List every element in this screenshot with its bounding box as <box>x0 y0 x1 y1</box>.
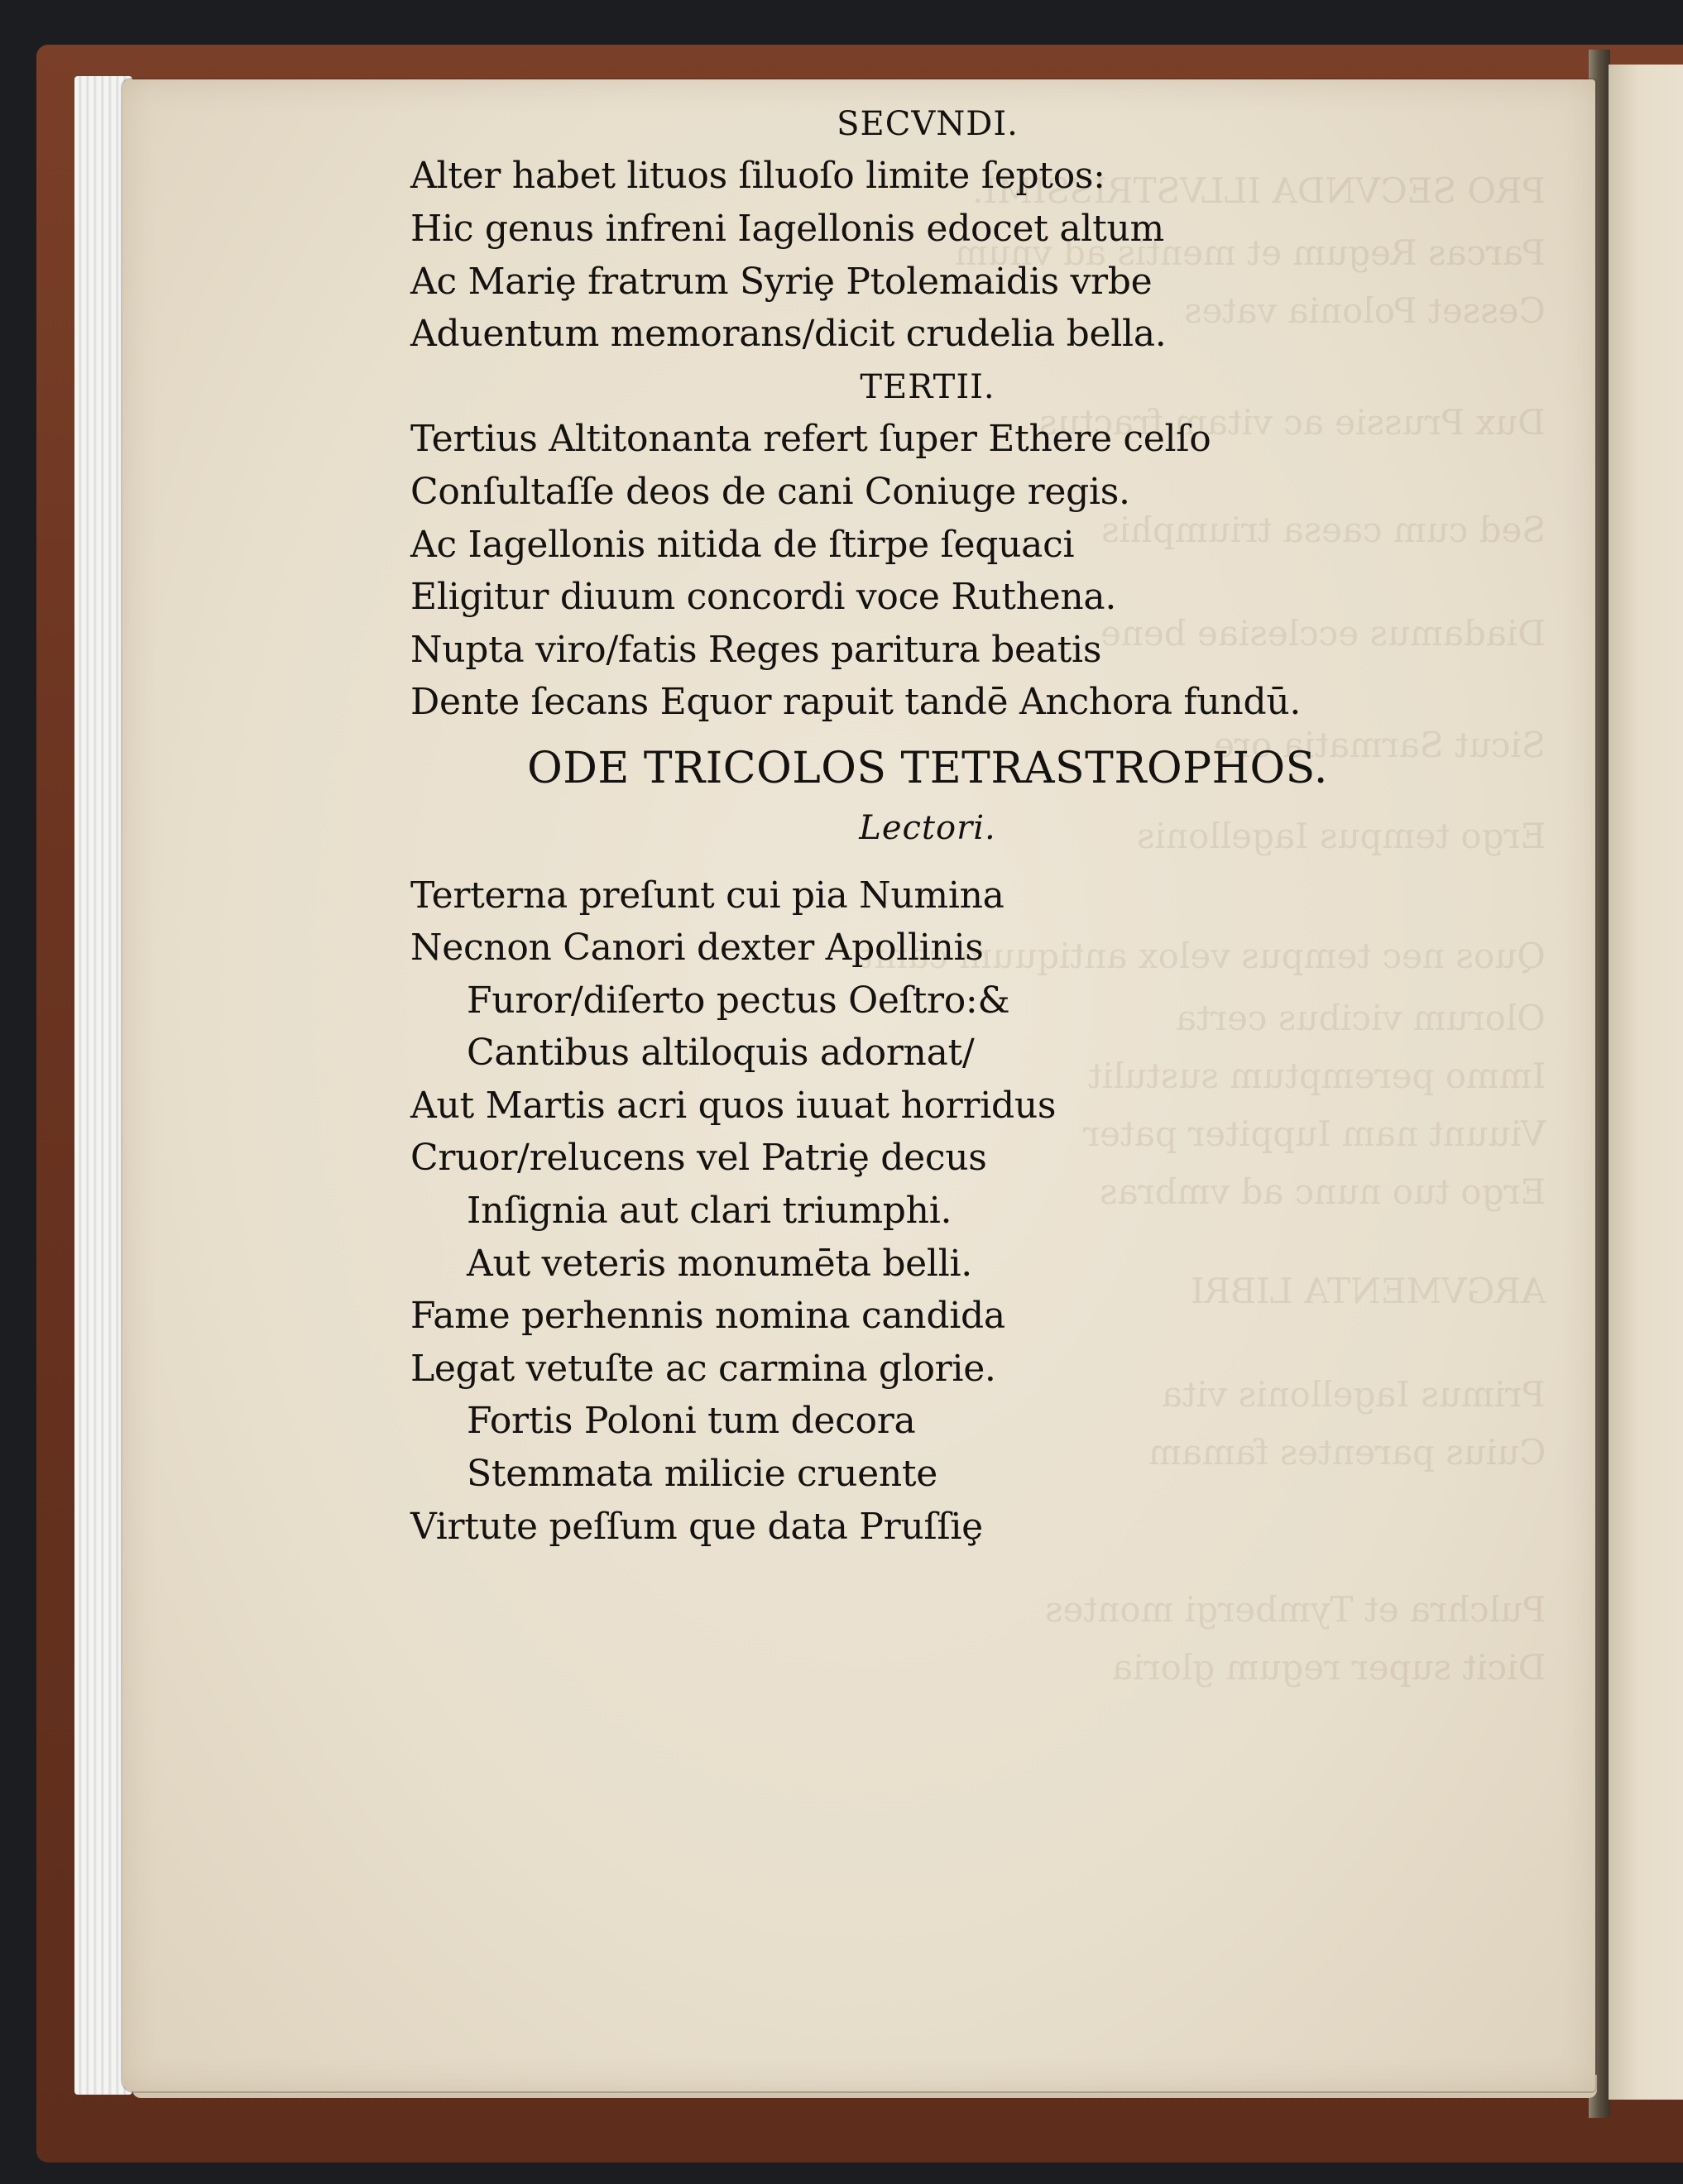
show-through-line: Primus Iagellonis vita <box>1162 1374 1546 1415</box>
ode-line: Cruor/relucens vel Patriȩ decus <box>410 1137 987 1180</box>
ode-line: Aut veteris monumēta belli. <box>467 1242 972 1285</box>
verse-line: Ac Mariȩ fratrum Syriȩ Ptolemaidis vrbe <box>410 260 1153 303</box>
verse-line: Conſultaſſe deos de cani Coniuge regis. <box>410 470 1130 513</box>
show-through-line: Parcas Regum et mentis ad vnum <box>955 232 1546 273</box>
show-through-line: Sicut Sarmatia ore <box>1214 725 1546 765</box>
ode-line: Furor/diſerto pectus Oeſtro:& <box>467 979 1010 1022</box>
show-through-line: Ergo tuo nunc ad vmbras <box>1099 1171 1546 1212</box>
ode-line: Legat vetuſte ac carmina glorie. <box>410 1347 996 1390</box>
ode-title: ODE TRICOLOS TETRASTROPHOS. <box>527 744 1328 794</box>
section-heading: TERTII. <box>860 367 995 406</box>
ode-line: Inſignia aut clari triumphi. <box>467 1190 952 1233</box>
ode-line: Fame perhennis nomina candida <box>410 1295 1005 1338</box>
show-through-line: Cuius parentes famam <box>1148 1432 1546 1473</box>
ode-line: Virtute peſſum que data Pruſſiȩ <box>410 1505 983 1548</box>
show-through-line: Ergo tempus Iagellonis <box>1136 816 1546 856</box>
facing-page-edge <box>1609 65 1683 2100</box>
show-through-line: Cesset Polonia vates <box>1184 290 1546 331</box>
show-through-line: Quos nec tempus velox antiquum canit <box>861 936 1546 976</box>
verse-line: Ac Iagellonis nitida de ſtirpe ſequaci <box>410 523 1075 566</box>
show-through-line: Dicit super regum gloria <box>1111 1647 1546 1688</box>
ode-line: Terterna preſunt cui pia Numina <box>410 874 1005 917</box>
show-through-line: Sed cum caesa triumphis <box>1100 510 1546 550</box>
show-through-line: Viuunt nam Iuppiter pater <box>1082 1114 1546 1154</box>
verse-line: Alter habet lituos ſiluoſo limite ſeptos: <box>410 155 1105 198</box>
show-through-line: PRO SECVNDA ILLVSTRISSIMI. <box>972 170 1546 211</box>
ode-line: Stemmata milicie cruente <box>467 1453 938 1496</box>
verse-line: Nupta viro/fatis Reges paritura beatis <box>410 628 1102 671</box>
verse-line: Tertius Altitonanta refert ſuper Ethere celſo <box>410 418 1211 461</box>
ode-line: Fortis Poloni tum decora <box>467 1400 916 1443</box>
show-through-line: ARGVMENTA LIBRI <box>1190 1271 1546 1311</box>
show-through-line: Immo peremptum sustulit <box>1087 1056 1546 1096</box>
show-through-line: Olorum vicibus certa <box>1176 998 1546 1038</box>
verse-line: Aduentum memorans/dicit crudelia bella. <box>410 313 1167 356</box>
verse-line: Dente ſecans Equor rapuit tandē Anchora fundū. <box>410 681 1302 724</box>
page-text <box>410 98 1445 1553</box>
ode-line: Aut Martis acri quos iuuat horridus <box>410 1084 1057 1127</box>
show-through-line: Diadamus ecclesiae bene <box>1100 613 1546 654</box>
verse-line: Eligitur diuum concordi voce Ruthena. <box>410 576 1117 619</box>
show-through-line: Dux Prussie ac vitam fractus <box>1039 402 1546 443</box>
verse-line: Hic genus infreni Iagellonis edocet altum <box>410 207 1164 250</box>
section-heading: SECVNDI. <box>837 104 1019 143</box>
ode-line: Necnon Canori dexter Apollinis <box>410 927 984 970</box>
ode-line: Cantibus altiloquis adornat/ <box>467 1032 975 1075</box>
ode-subtitle: Lectori. <box>859 808 996 847</box>
show-through-line: Pulchra et Tymbergi montes <box>1044 1589 1546 1630</box>
